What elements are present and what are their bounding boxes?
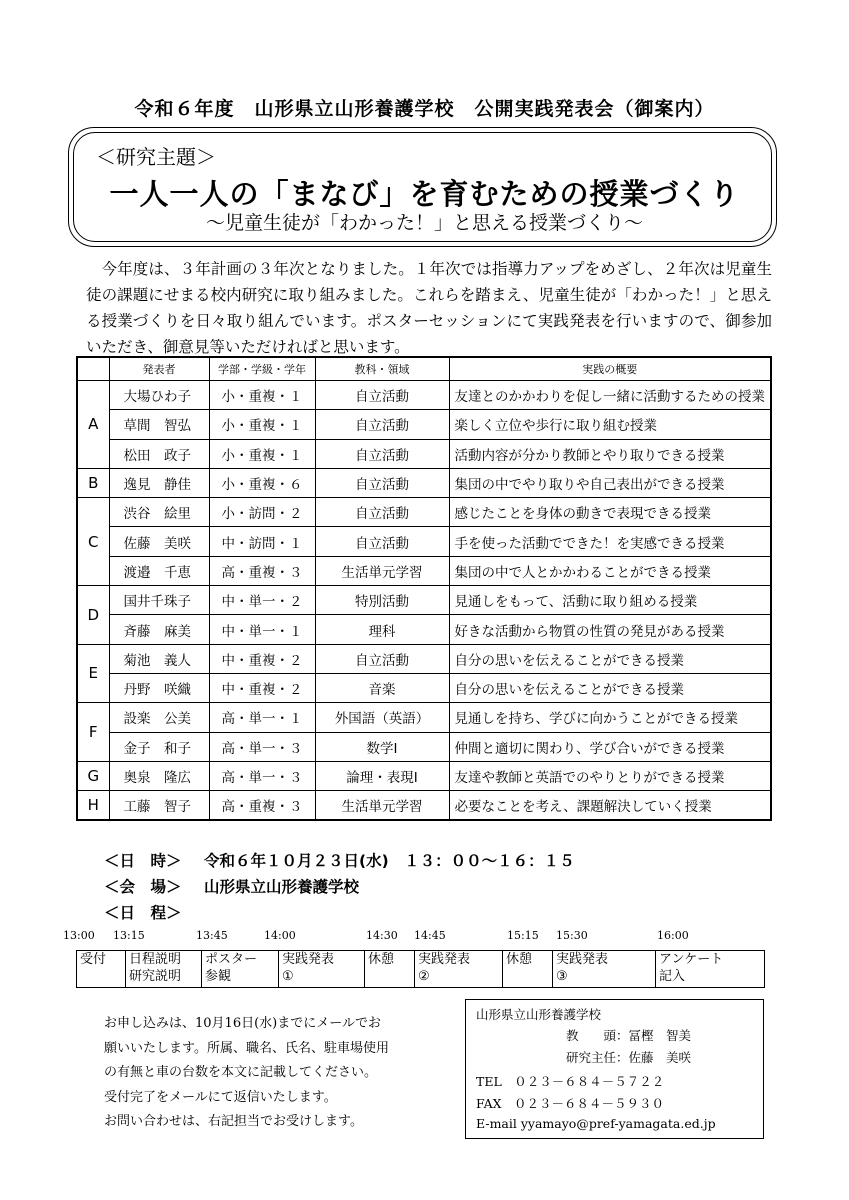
schedule-cell-line2: 参観 [205,969,232,984]
presenter-name: 奥泉 隆広 [109,761,209,790]
summary-cell: 集団の中で人とかかわることができる授業 [449,556,771,585]
schedule-cell-line1: アンケート [659,952,724,967]
application-line: の有無と車の台数を本文に記載してください。 [104,1065,378,1080]
schedule-cell-line1: 休憩 [368,952,395,967]
group-id: B [77,468,109,497]
table-row [77,439,771,468]
schedule-cell [553,951,656,988]
summary-cell: 見通しをもって、活動に取り組める授業 [449,586,771,615]
department-cell: 中・重複・２ [209,644,315,673]
subject-cell: 音楽 [315,673,449,702]
schedule-cell [202,951,279,988]
presenter-table [76,356,772,821]
subject-cell: 理科 [315,615,449,644]
group-id: E [77,644,109,703]
department-cell: 中・重複・２ [209,673,315,702]
schedule-cell-line2: 研究説明 [129,969,182,984]
application-line: お申し込みは、10月16日(水)までにメールでお [104,1016,381,1031]
subject-cell: 自立活動 [315,410,449,439]
department-cell: 小・訪問・２ [209,498,315,527]
intro-paragraph: 今年度は、３年計画の３年次となりました。１年次では指導力アップをめざし、２年次は児童生徒の課題にせまる校内研究に取り組みました。これらを踏まえ、児童生徒が「わかった！」と思える授業づくりを日々取り組んでいます。ポスターセッションにて実践発表を行いますので、御参加いただき、御意見等いただければと思います。 [86,260,772,356]
application-line: 願いいたします。所属、職名、氏名、駐車場使用 [104,1040,389,1056]
department-cell: 小・重複・１ [209,410,315,439]
table-row [77,410,771,439]
schedule-time: 14:00 [264,929,296,942]
schedule-cell-line1: 実践発表 [418,952,471,967]
summary-cell: 友達や教師と英語でのやりとりができる授業 [449,761,771,790]
schedule-time: 15:30 [556,929,588,942]
department-cell: 高・単一・３ [209,732,315,761]
header-subject: 教科・領域 [315,357,449,381]
header-department: 学部・学級・学年 [209,357,315,381]
schedule-time: 14:45 [414,929,446,942]
header-group [77,357,109,381]
group-id: G [77,761,109,790]
presenter-name: 逸見 静佳 [109,468,209,497]
table-row [77,703,771,732]
presenter-name: 渋谷 絵里 [109,498,209,527]
contact-school: 山形県立山形養護学校 [476,1007,602,1022]
department-cell: 高・単一・１ [209,703,315,732]
schedule-cell-line2: ② [418,969,430,984]
venue-label: ＜会 場＞ [104,878,182,896]
subject-cell: 論理・表現Ⅰ [315,761,449,790]
schedule-time: 13:15 [113,929,145,942]
schedule-time: 15:15 [507,929,539,942]
schedule-cell [365,951,415,988]
table-row [77,556,771,585]
department-cell: 中・単一・２ [209,586,315,615]
application-line: お問い合わせは、右記担当でお受けします。 [104,1114,363,1129]
subject-cell: 自立活動 [315,527,449,556]
subject-cell: 自立活動 [315,381,449,410]
schedule-time: 13:45 [196,929,228,942]
group-id: C [77,498,109,586]
header-summary: 実践の概要 [449,357,771,381]
schedule-cell-line2: 記入 [659,969,686,984]
department-cell: 小・重複・１ [209,381,315,410]
group-id: D [77,586,109,645]
summary-cell: 必要なことを考え、課題解決していく授業 [449,791,771,821]
venue-info [104,875,359,897]
table-row [77,381,771,410]
group-id: A [77,381,109,469]
table-row [77,586,771,615]
presenter-name: 草間 智弘 [109,410,209,439]
department-cell: 高・単一・３ [209,761,315,790]
summary-cell: 見通しを持ち、学びに向かうことができる授業 [449,703,771,732]
subject-cell: 自立活動 [315,498,449,527]
subject-cell: 自立活動 [315,468,449,497]
schedule-cell [126,951,202,988]
table-row [77,527,771,556]
department-cell: 高・重複・３ [209,556,315,585]
summary-cell: 集団の中でやり取りや自己表出ができる授業 [449,468,771,497]
table-row [77,673,771,702]
summary-cell: 活動内容が分かり教師とやり取りできる授業 [449,439,771,468]
application-notes [104,1012,434,1135]
schedule-cell-line1: ポスター [205,952,258,967]
table-row [77,644,771,673]
schedule-cell [279,951,365,988]
contact-person-research-lead: 研究主任：佐藤 美咲 [566,1050,692,1065]
presenter-name: 工藤 智子 [109,791,209,821]
subject-cell: 自立活動 [315,644,449,673]
summary-cell: 感じたことを身体の動きで表現できる授業 [449,498,771,527]
summary-cell: 自分の思いを伝えることができる授業 [449,673,771,702]
schedule-cell-line1: 日程説明 [129,952,182,967]
table-row [77,615,771,644]
summary-cell: 好きな活動から物質の性質の発見がある授業 [449,615,771,644]
schedule-time: 14:30 [366,929,398,942]
department-cell: 高・重複・３ [209,791,315,821]
schedule-time: 13:00 [63,929,95,942]
schedule-cell [77,951,126,988]
schedule-cell [656,951,765,988]
presenter-name: 佐藤 美咲 [109,527,209,556]
presenter-name: 金子 和子 [109,732,209,761]
subject-cell: 特別活動 [315,586,449,615]
theme-subtitle: ～児童生徒が「わかった！」と思える授業づくり～ [205,212,643,234]
schedule-cell-line1: 実践発表 [282,952,335,967]
schedule-cell [415,951,503,988]
subject-cell: 自立活動 [315,439,449,468]
schedule-cell [503,951,553,988]
summary-cell: 手を使った活動でできた！を実感できる授業 [449,527,771,556]
presenter-name: 斉藤 麻美 [109,615,209,644]
schedule-info [104,901,204,923]
schedule-time: 16:00 [657,929,689,942]
date-label: ＜日 時＞ [104,852,182,870]
application-line: 受付完了をメールにて返信いたします。 [104,1089,337,1105]
schedule-row [77,951,765,988]
table-row [77,761,771,790]
summary-cell: 楽しく立位や歩行に取り組む授業 [449,410,771,439]
presenter-name: 大場ひわ子 [109,381,209,410]
subject-cell: 生活単元学習 [315,556,449,585]
date-info [104,849,575,871]
page-title: 令和６年度 山形県立山形養護学校 公開実践発表会（御案内） [134,98,715,120]
subject-cell: 生活単元学習 [315,791,449,821]
schedule-cell-line1: 実践発表 [556,952,609,967]
schedule-table [76,950,765,988]
contact-fax: FAX ０２３－６８４－５９３０ [476,1096,665,1111]
contact-tel: TEL ０２３－６８４－５７２２ [476,1074,665,1089]
contact-box [465,999,764,1139]
presenter-name: 菊池 義人 [109,644,209,673]
schedule-cell-line1: 休憩 [506,952,533,967]
presenter-name: 設楽 公美 [109,703,209,732]
presenter-name: 国井千珠子 [109,586,209,615]
table-row [77,791,771,821]
subject-cell: 外国語（英語） [315,703,449,732]
venue-value: 山形県立山形養護学校 [204,878,360,896]
table-header-row [77,357,771,381]
summary-cell: 自分の思いを伝えることができる授業 [449,644,771,673]
header-presenter: 発表者 [109,357,209,381]
summary-cell: 仲間と適切に関わり、学び合いができる授業 [449,732,771,761]
department-cell: 中・単一・１ [209,615,315,644]
department-cell: 小・重複・１ [209,439,315,468]
schedule-cell-line2: ③ [556,969,568,984]
theme-label: ＜研究主題＞ [96,145,216,169]
table-row [77,732,771,761]
group-id: H [77,791,109,821]
schedule-cell-line2: ① [282,969,294,984]
schedule-label: ＜日 程＞ [104,904,182,922]
group-id: F [77,703,109,762]
presenter-name: 丹野 咲織 [109,673,209,702]
presenter-table-body [77,381,771,821]
department-cell: 中・訪問・１ [209,527,315,556]
date-value: 令和６年１０月２３日(水) １３：００～１６：１５ [204,852,575,870]
summary-cell: 友達とのかかわりを促し一緒に活動するための授業 [449,381,771,410]
presenter-name: 渡邉 千恵 [109,556,209,585]
contact-email[interactable]: E-mail yyamayo@pref-yamagata.ed.jp [476,1116,716,1131]
theme-main-title: 一人一人の「まなび」を育むための授業づくり [109,177,740,211]
subject-cell: 数学Ⅰ [315,732,449,761]
table-row [77,468,771,497]
department-cell: 小・重複・６ [209,468,315,497]
presenter-name: 松田 政子 [109,439,209,468]
schedule-cell-line1: 受付 [80,952,107,967]
table-row [77,498,771,527]
contact-person-vice-principal: 教 頭：冨樫 智美 [566,1028,692,1043]
